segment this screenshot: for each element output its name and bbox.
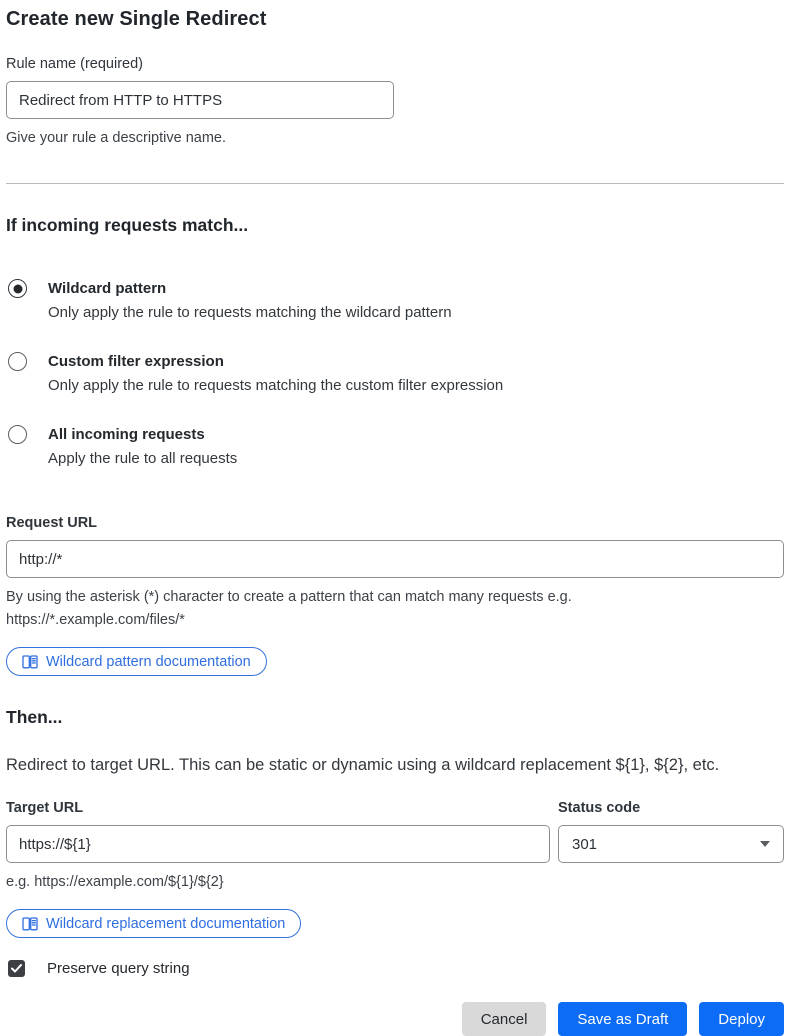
target-url-help: e.g. https://example.com/${1}/${2} xyxy=(6,874,224,890)
radio-button-icon[interactable] xyxy=(8,425,27,444)
checkbox-checked-icon[interactable] xyxy=(8,960,25,977)
target-status-row xyxy=(6,775,784,894)
rule-name-help: Give your rule a descriptive name. xyxy=(6,130,227,146)
radio-label: All incoming requests xyxy=(48,426,205,443)
book-icon xyxy=(22,655,38,669)
doc-button-label: Wildcard replacement documentation xyxy=(46,915,286,932)
action-bar xyxy=(6,1002,784,1036)
cancel-button[interactable]: Cancel xyxy=(462,1002,547,1036)
book-icon xyxy=(22,917,38,931)
then-description: Redirect to target URL. This can be static or dynamic using a wildcard replacement ${1}, ${2}, etc. xyxy=(6,756,720,774)
target-url-label: Target URL xyxy=(6,800,84,816)
request-url-help xyxy=(6,586,784,632)
radio-option-wildcard-pattern[interactable] xyxy=(6,279,784,323)
radio-button-icon[interactable] xyxy=(8,352,27,371)
wildcard-replacement-doc-button[interactable] xyxy=(6,909,301,938)
rule-name-label: Rule name (required) xyxy=(6,56,144,72)
radio-option-custom-filter[interactable] xyxy=(6,352,784,396)
wildcard-pattern-doc-button[interactable] xyxy=(6,647,267,676)
status-code-value: 301 xyxy=(572,835,598,853)
request-url-help-line1: By using the asterisk (*) character to create a pattern that can match many requests e.g. xyxy=(6,589,572,605)
request-url-help-line2: https://*.example.com/files/* xyxy=(6,612,185,628)
save-as-draft-button[interactable]: Save as Draft xyxy=(558,1002,687,1036)
match-section-heading: If incoming requests match... xyxy=(6,215,249,235)
request-url-label: Request URL xyxy=(6,515,98,531)
radio-description: Apply the rule to all requests xyxy=(48,450,238,467)
preserve-query-label: Preserve query string xyxy=(47,960,190,977)
preserve-query-row[interactable] xyxy=(6,960,784,977)
radio-button-icon[interactable] xyxy=(8,279,27,298)
status-code-label: Status code xyxy=(558,800,641,816)
doc-button-label: Wildcard pattern documentation xyxy=(46,653,251,670)
radio-option-all-requests[interactable] xyxy=(6,425,784,469)
section-divider xyxy=(6,183,784,184)
radio-description: Only apply the rule to requests matching the wildcard pattern xyxy=(48,304,452,321)
radio-label: Custom filter expression xyxy=(48,353,224,370)
deploy-button[interactable]: Deploy xyxy=(699,1002,784,1036)
target-url-input[interactable] xyxy=(6,825,550,863)
request-url-input[interactable] xyxy=(6,540,784,578)
rule-name-input[interactable] xyxy=(6,81,394,119)
radio-label: Wildcard pattern xyxy=(48,280,167,297)
status-code-select[interactable] xyxy=(558,825,784,863)
chevron-down-icon xyxy=(760,841,770,847)
radio-description: Only apply the rule to requests matching the custom filter expression xyxy=(48,377,504,394)
then-section-heading: Then... xyxy=(6,707,63,727)
page-title: Create new Single Redirect xyxy=(6,8,267,30)
